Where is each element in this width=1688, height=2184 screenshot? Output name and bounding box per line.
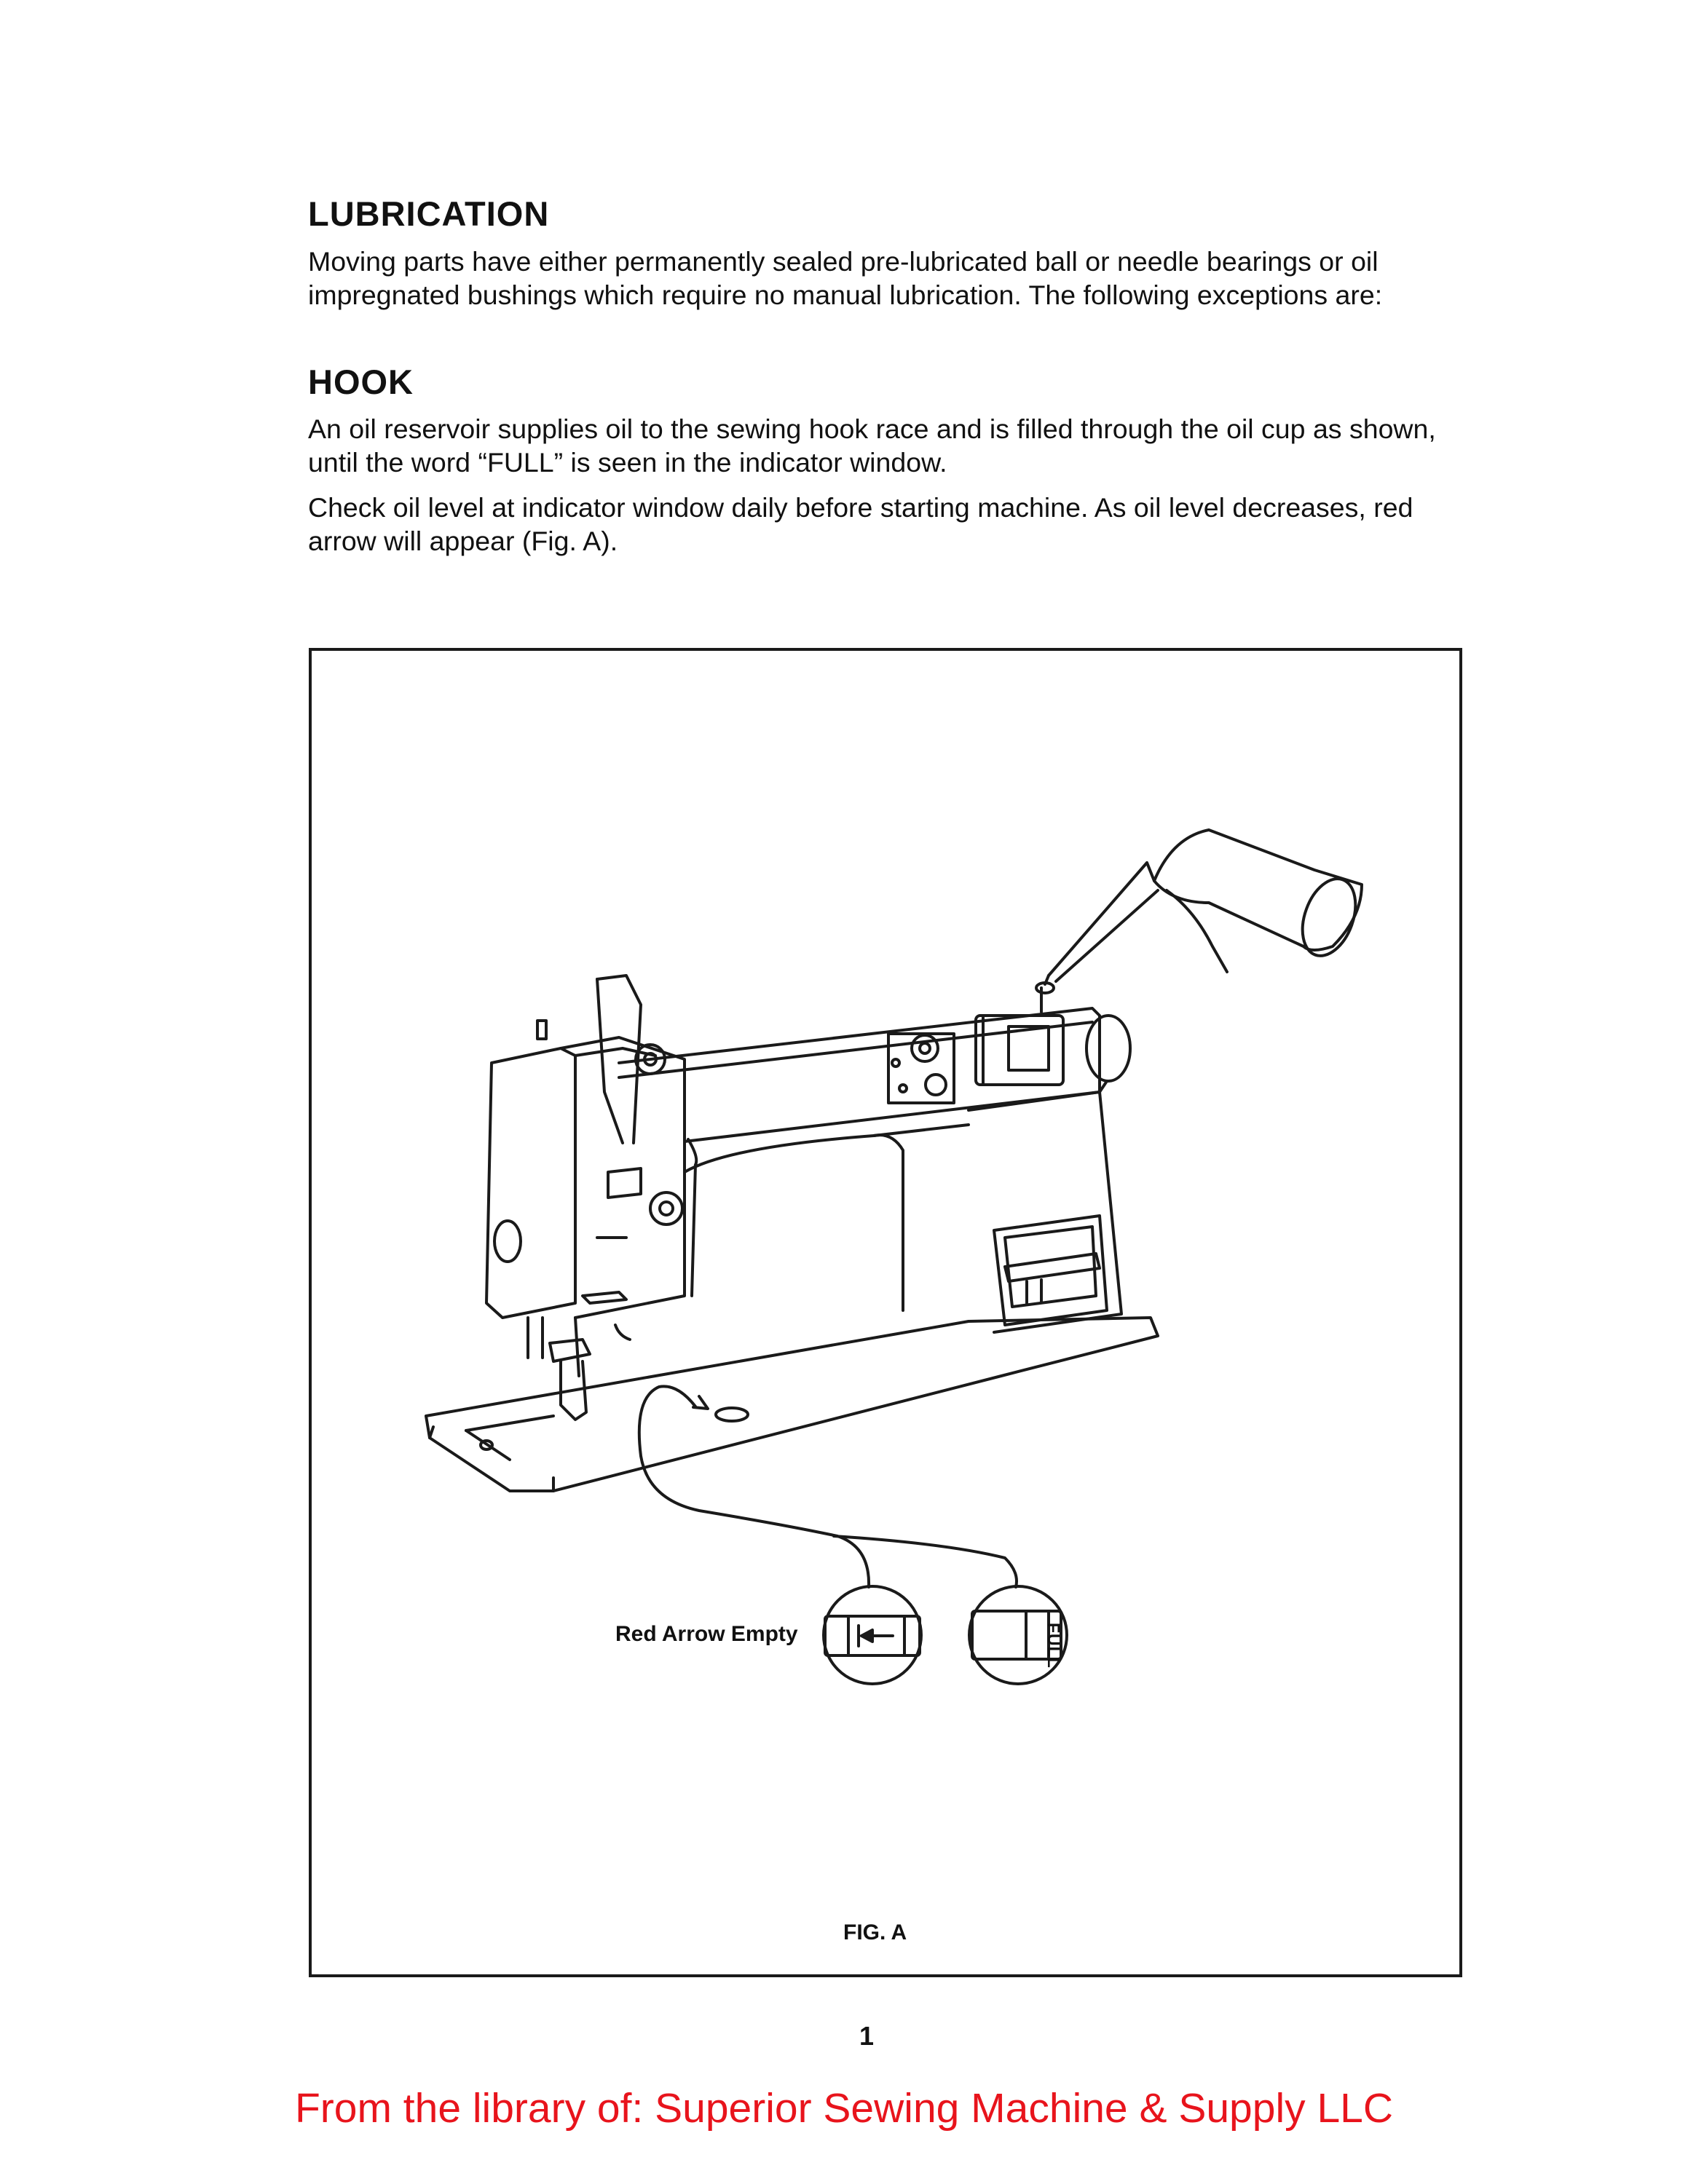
red-arrow-empty-label: Red Arrow Empty <box>615 1622 798 1646</box>
lubrication-heading: LUBRICATION <box>308 194 550 233</box>
machine-table <box>426 1318 1158 1491</box>
lubrication-paragraph: Moving parts have either permanently sealed pre-lubricated ball or needle bearings or oil impregnated bushings which require no manual lubrication. The following exceptions are: <box>308 246 1383 310</box>
library-footer: From the library of: Superior Sewing Machine & Supply LLC <box>294 2085 1394 2132</box>
hook-paragraph-check-oil: Check oil level at indicator window daily before starting machine. As oil level decreases, red arrow will appear (Fig. A). <box>308 492 1413 556</box>
hook-heading: HOOK <box>308 363 414 401</box>
hook-paragraph-oil-reservoir: An oil reservoir supplies oil to the sewing hook race and is filled through the oil cup as shown, until the word “FULL” is seen in the indicator window. <box>308 414 1436 478</box>
machine-body <box>619 983 1130 1332</box>
figure-caption: FIG. A <box>843 1920 907 1944</box>
full-window-text: FULL <box>1044 1623 1063 1669</box>
indicator-leader-lines <box>639 1386 1017 1587</box>
oil-can-illustration <box>1045 830 1365 984</box>
red-arrow-icon <box>859 1626 893 1646</box>
machine-head <box>486 976 685 1420</box>
page-number: 1 <box>859 2021 875 2051</box>
